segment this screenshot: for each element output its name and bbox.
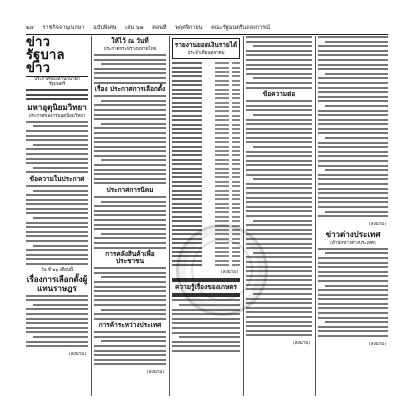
header-item: เล่ม ๖๗ xyxy=(125,25,144,31)
column-3 xyxy=(172,36,240,396)
header-item: ตอนที่ xyxy=(152,25,167,31)
masthead: ข่าวรัฐบาลข่าว xyxy=(26,36,88,77)
heading: การค้าระหว่างประเทศ xyxy=(98,321,162,330)
column-divider xyxy=(315,36,316,396)
column-5 xyxy=(318,36,388,396)
subheadline: ประกาศของกรมอุตุนิยมวิทยา xyxy=(28,113,86,119)
header-rule xyxy=(26,34,388,35)
signature: (ลงนาม) xyxy=(220,270,238,276)
intro-caption: ประกาศของสำนักนายกรัฐมนตรี xyxy=(34,77,80,87)
column-1 xyxy=(26,36,88,396)
column-2 xyxy=(94,36,166,396)
signature: (ลงนาม) xyxy=(68,351,86,357)
signature: (ลงนาม) xyxy=(368,341,386,347)
newspaper-page xyxy=(4,4,396,396)
heading: เรื่อง ประกาศการเลือกตั้ง xyxy=(94,85,166,94)
header-item: ราชกิจจานุเบกษา xyxy=(42,25,85,31)
heading: ข้อความต่อ xyxy=(262,90,296,99)
column-divider xyxy=(243,36,244,396)
heading: การคลังสินค้าเพื่อประชาชน xyxy=(105,250,155,266)
header-item: คณะรัฐมนตรีแถลงการณ์ xyxy=(211,25,271,31)
heading: ให้ไว้ ณ วันที่ xyxy=(111,37,149,45)
signature: (ลงนาม) xyxy=(146,370,164,376)
column-divider xyxy=(169,36,170,396)
table-title: รายงานยอดเงินรายได้ xyxy=(174,41,238,49)
headline: ข่าวต่างประเทศ xyxy=(325,228,381,239)
signature: (ลงนาม) xyxy=(368,221,386,227)
subheading: ประกาศกระทรวงมหาดไทย xyxy=(103,47,157,52)
official-seal-watermark xyxy=(176,224,268,316)
heading: ประกาศการนิคม xyxy=(106,186,154,195)
page-header xyxy=(26,24,388,34)
date-line: วัน ที่ ๒๖ เดือนนี้ xyxy=(41,267,73,273)
page-number: ๒๔ xyxy=(26,25,34,31)
signature: (ลงนาม) xyxy=(292,341,310,346)
header-item: พฤศจิกายน xyxy=(175,25,203,31)
headline: เรื่องการเลือกตั้งผู้แทนราษฎร xyxy=(26,273,88,293)
header-item: ฉบับพิเศษ xyxy=(93,25,117,31)
subheadline: (สำนักข่าวต่างประเทศ) xyxy=(330,240,376,246)
column-4 xyxy=(246,36,312,396)
revenue-table-box xyxy=(172,38,240,59)
section-heading: ข้อความในประกาศ xyxy=(29,174,85,183)
headline: ความรู้เรื่องของเกษตร xyxy=(175,283,237,292)
headline: มหาอุตุนิยมวิทยา xyxy=(27,101,87,112)
column-divider xyxy=(91,36,92,396)
table-subtitle: ประจำเดือนตุลาคม xyxy=(187,51,225,56)
